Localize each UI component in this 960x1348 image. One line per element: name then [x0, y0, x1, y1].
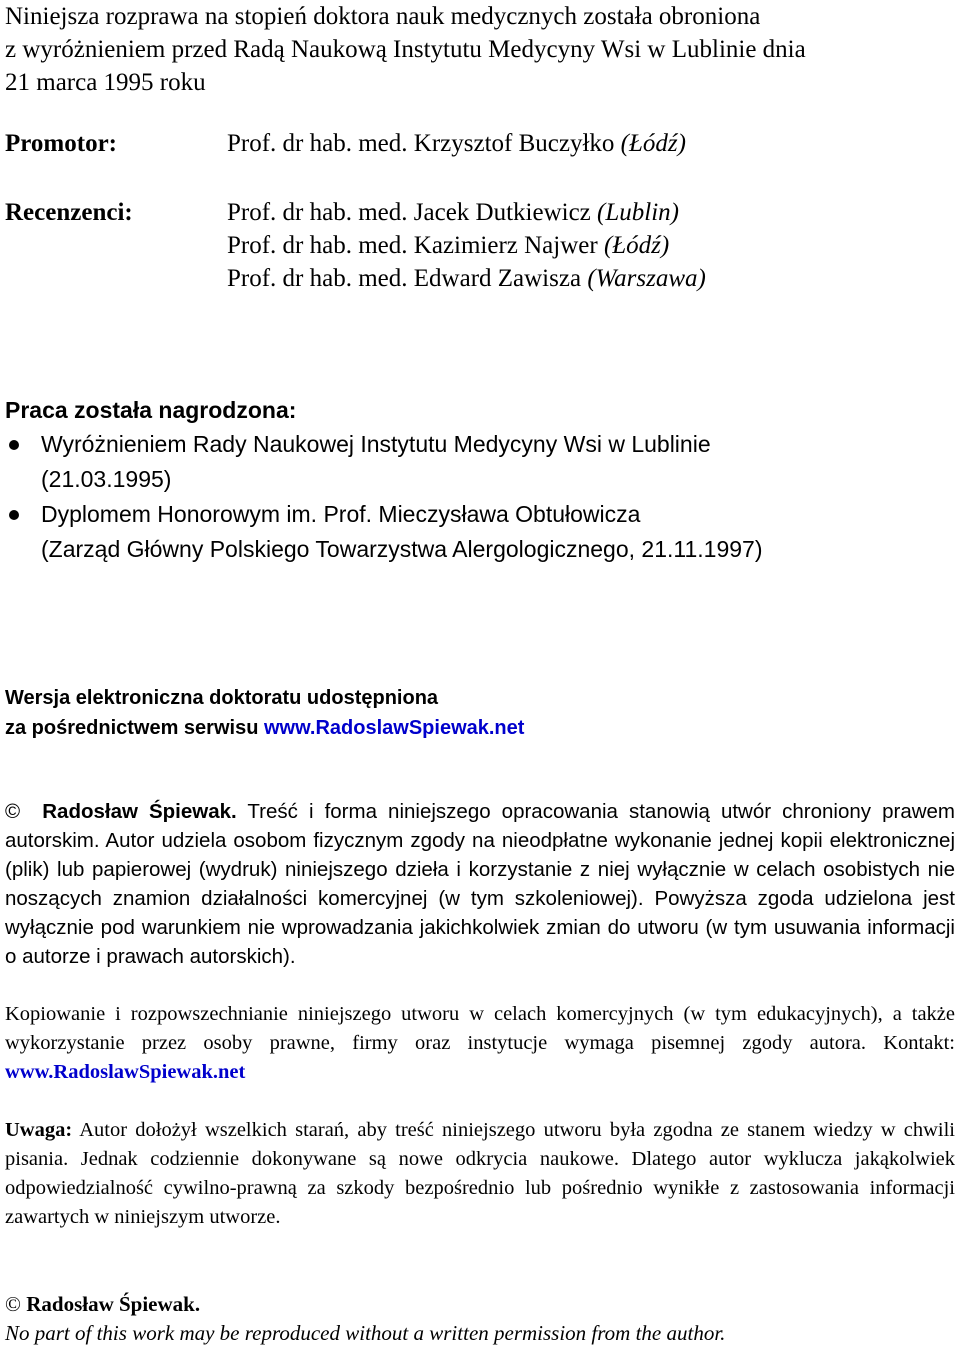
copying-text: Kopiowanie i rozpowszechnianie niniejszego utworu w celach komercyjnych (w tym edukacyjnych), a także wykorzystanie przez osoby prawne, firmy oraz instytucje wymaga pisemnej zgody autora. Kontakt:	[5, 1003, 955, 1054]
award-line: Dyplomem Honorowym im. Prof. Mieczysława Obtułowicza	[41, 501, 641, 527]
note-label: Uwaga:	[5, 1119, 73, 1141]
copyright-text: Treść i forma niniejszego opracowania stanowią utwór chroniony prawem autorskim. Autor udziela osobom fizycznym zgody na nieodpłatne wykonanie jednej kopii elektronicznej (plik) lub papierowej (wydruk) niniejszego dzieła i korzystanie z niej wyłącznie w celach osobistych nie noszących znamion działalności komercyjnej (w tym szkoleniowej). Powyższa zgoda udzielona jest wyłącznie pod warunkiem nie wprowadzania jakichkolwiek zmian do utworu (w tym usuwania informacji o autorze i prawach autorskich).	[5, 800, 955, 968]
reviewer-row-1	[5, 196, 679, 229]
intro-line-1: Niniejsza rozprawa na stopień doktora nauk medycznych została obroniona	[5, 3, 761, 30]
reviewer-city: (Łódź)	[603, 232, 670, 259]
award-line: (Zarząd Główny Polskiego Towarzystwa Alergologicznego, 21.11.1997)	[41, 536, 763, 562]
promotor-row	[5, 127, 686, 160]
bullet-icon	[9, 510, 19, 520]
copyright-symbol: ©	[5, 800, 21, 823]
reviewer-name: Prof. dr hab. med. Edward Zawisza	[227, 265, 582, 292]
bullet-icon	[9, 440, 19, 450]
copyright-paragraph	[5, 797, 955, 971]
disclaimer-paragraph	[5, 1116, 955, 1232]
promotor-city: (Łódź)	[620, 130, 686, 157]
contact-link[interactable]: www.RadoslawSpiewak.net	[5, 1061, 246, 1083]
electronic-line-1: Wersja elektroniczna doktoratu udostępniona	[5, 687, 439, 709]
electronic-line-2: za pośrednictwem serwisu	[5, 717, 264, 739]
copying-paragraph	[5, 1000, 955, 1087]
reviewers-label: Recenzenci:	[5, 199, 133, 226]
reviewer-name: Prof. dr hab. med. Kazimierz Najwer	[227, 232, 598, 259]
footer-copyright-symbol: ©	[5, 1292, 21, 1316]
defense-statement	[5, 0, 955, 99]
intro-line-2: z wyróżnieniem przed Radą Naukową Instytutu Medycyny Wsi w Lublinie dnia	[5, 36, 806, 63]
note-text: Autor dołożył wszelkich starań, aby treść niniejszego utworu była zgodna ze stanem wiedzy w chwili pisania. Jednak codziennie dokonywane są nowe odkrycia naukowe. Dlatego autor wyklucza jakąkolwiek odpowiedzialność cywilno-prawną za szkody bezpośrednio lub pośrednio wynikłe z zastosowania informacji zawartych w niniejszym utworze.	[5, 1119, 955, 1228]
reviewer-name: Prof. dr hab. med. Jacek Dutkiewicz	[227, 199, 591, 226]
award-line: Wyróżnieniem Rady Naukowej Instytutu Medycyny Wsi w Lublinie	[41, 431, 711, 457]
intro-line-3: 21 marca 1995 roku	[5, 69, 206, 96]
reviewer-city: (Lublin)	[597, 199, 679, 226]
reviewer-city: (Warszawa)	[587, 265, 706, 292]
website-link[interactable]: www.RadoslawSpiewak.net	[263, 717, 525, 739]
award-line: (21.03.1995)	[41, 466, 172, 492]
footer	[5, 1290, 955, 1348]
reviewer-row-2	[5, 229, 669, 262]
footer-author: Radosław Śpiewak.	[26, 1292, 201, 1316]
footer-english-notice: No part of this work may be reproduced without a written permission from the author.	[5, 1321, 726, 1345]
promotor-label: Promotor:	[5, 130, 117, 157]
awards-title: Praca została nagrodzona:	[5, 397, 297, 423]
electronic-version-note	[5, 683, 524, 743]
reviewer-row-3	[5, 262, 706, 295]
promotor-name: Prof. dr hab. med. Krzysztof Buczyłko	[227, 130, 615, 157]
copyright-author: Radosław Śpiewak.	[42, 800, 237, 823]
